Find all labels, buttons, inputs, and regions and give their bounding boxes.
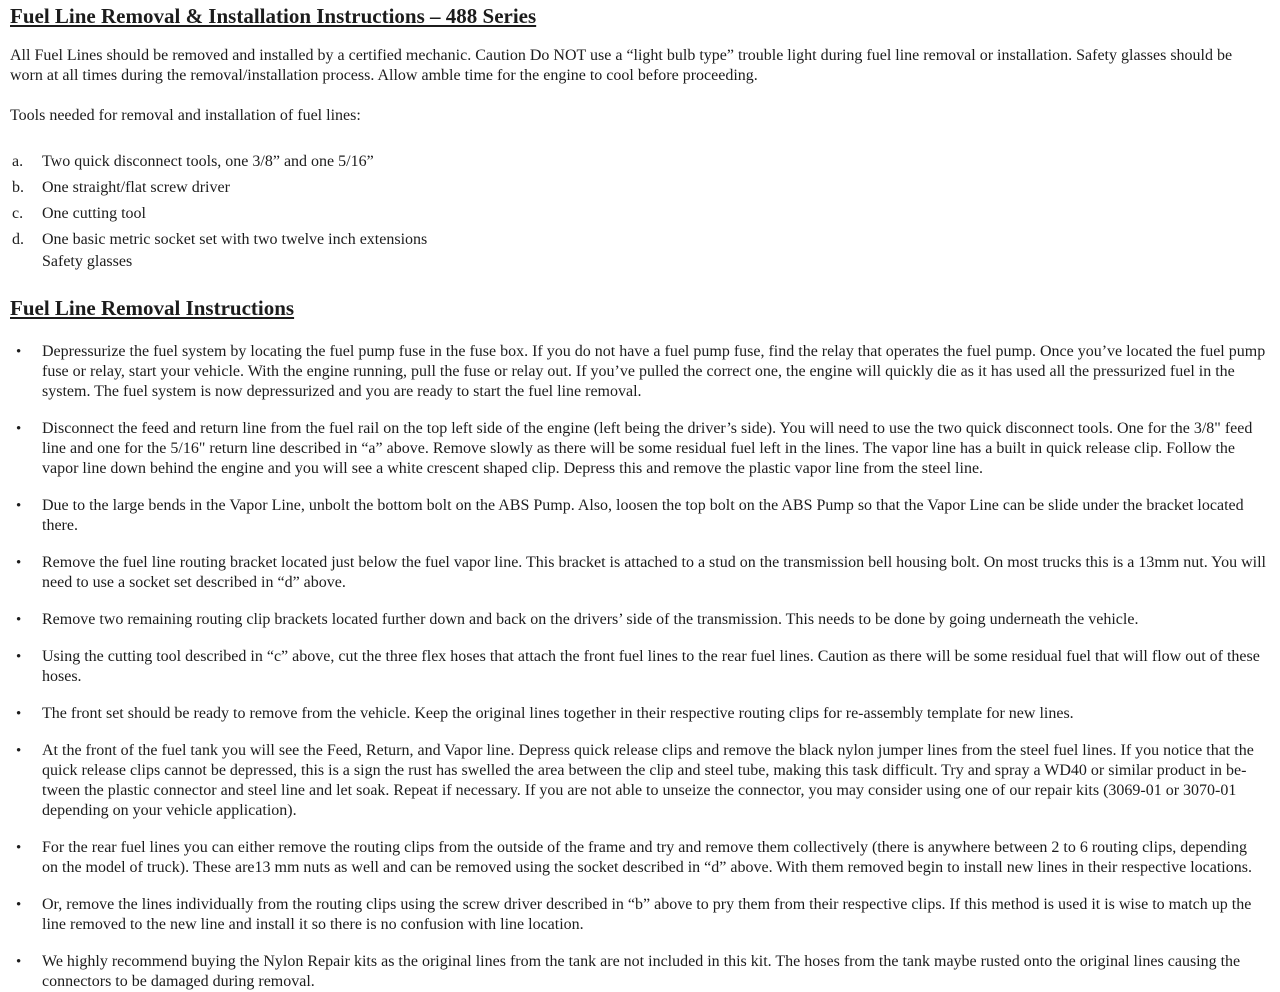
step-item (10, 647, 1266, 687)
step-item (10, 419, 1266, 479)
step-text: At the front of the fuel tank you will see the Feed, Return, and Vapor line. Depress quick release clips and remove the black nylon jumper lines from the steel fuel lines. If you notice that the quick release clips cannot be depressed, this is a sign the rust has swelled the area between the clip and steel tube, making this task difficult. Try and spray a WD40 or similar product in be-tween the plastic connector and steel line and let soak. Repeat if necessary. If you are not able to unseize the connector, you may consider using one of our repair kits (3069-01 or 3070-01 depending on your vehicle application). (42, 742, 1254, 820)
bullet-icon: • (16, 421, 22, 438)
section-heading: Fuel Line Removal Instructions (10, 296, 295, 321)
step-text: For the rear fuel lines you can either remove the routing clips from the outside of the frame and try and remove them collectively (there is anywhere between 2 to 6 routing clips, depending on the model of truck). These are13 mm nuts as well and can be removed using the socket described in “d” above. With them removed begin to install new lines in their respective locations. (42, 839, 1252, 877)
tool-item-c (10, 204, 1266, 224)
step-item (10, 553, 1266, 593)
step-text: The front set should be ready to remove from the vehicle. Keep the original lines together in their respective routing clips for re-assembly template for new lines. (42, 705, 1074, 723)
tools-list (10, 152, 1266, 272)
step-text: Using the cutting tool described in “c” above, cut the three flex hoses that attach the front fuel lines to the rear fuel lines. Caution as there will be some residual fuel that will flow out of these hoses. (42, 648, 1260, 686)
step-item (10, 741, 1266, 821)
tools-heading: Tools needed for removal and installation of fuel lines: (10, 107, 361, 125)
step-item (10, 838, 1266, 878)
tool-text: One basic metric socket set with two twelve inch extensions (42, 231, 428, 249)
intro-paragraph: All Fuel Lines should be removed and installed by a certified mechanic. Caution Do NOT use a “light bulb type” trouble light during fuel line removal or installation. Safety glasses should be worn at all times during the removal/installation process. Allow amble time for the engine to cool before proceeding. (10, 47, 1233, 85)
tool-item-a (10, 152, 1266, 172)
bullet-icon: • (16, 344, 22, 361)
page-title: Fuel Line Removal & Installation Instructions – 488 Series (10, 4, 537, 28)
removal-steps-list (10, 342, 1266, 992)
step-text: Depressurize the fuel system by locating the fuel pump fuse in the fuse box. If you do not have a fuel pump fuse, find the relay that operates the fuel pump. Once you’ve located the fuel pump fuse or relay, start your vehicle. With the engine running, pull the fuse or relay out. If you’ve pulled the correct one, the engine will quickly die as it has used all the pressurized fuel in the system. The fuel system is now depressurized and you are ready to start the fuel line removal. (42, 343, 1266, 401)
step-item (10, 342, 1266, 402)
bullet-icon: • (16, 498, 22, 515)
step-item (10, 610, 1266, 630)
step-item (10, 496, 1266, 536)
tool-marker: b. (12, 179, 24, 197)
bullet-icon: • (16, 743, 22, 760)
bullet-icon: • (16, 897, 22, 914)
step-text: Remove two remaining routing clip brackets located further down and back on the drivers’ side of the transmission. This needs to be done by going underneath the vehicle. (42, 611, 1139, 629)
tool-marker: a. (12, 153, 24, 171)
bullet-icon: • (16, 649, 22, 666)
tool-marker: c. (12, 205, 24, 223)
step-text: Remove the fuel line routing bracket located just below the fuel vapor line. This bracket is attached to a stud on the transmission bell housing bolt. On most trucks this is a 13mm nut. You will need to use a socket set described in “d” above. (42, 554, 1266, 592)
tool-text: One straight/flat screw driver (42, 179, 230, 197)
tools-note: Safety glasses (42, 253, 133, 271)
bullet-icon: • (16, 706, 22, 723)
tool-text: One cutting tool (42, 205, 146, 223)
step-text: Disconnect the feed and return line from the fuel rail on the top left side of the engine (left being the driver’s side). You will need to use the two quick disconnect tools. One for the 3/8" feed line and one for the 5/16" return line described in “a” above. Remove slowly as there will be some residual fuel left in the lines. The vapor line has a built in quick release clip. Follow the vapor line down behind the engine and you will see a white crescent shaped clip. Depress this and remove the plastic vapor line from the steel line. (42, 420, 1253, 478)
step-item (10, 952, 1266, 992)
bullet-icon: • (16, 555, 22, 572)
bullet-icon: • (16, 840, 22, 857)
tool-text: Two quick disconnect tools, one 3/8” and one 5/16” (42, 153, 374, 171)
step-item (10, 704, 1266, 724)
step-text: Due to the large bends in the Vapor Line, unbolt the bottom bolt on the ABS Pump. Also, loosen the top bolt on the ABS Pump so that the Vapor Line can be slide under the bracket located there. (42, 497, 1244, 535)
tool-item-b (10, 178, 1266, 198)
bullet-icon: • (16, 612, 22, 629)
tool-item-d (10, 230, 1266, 250)
bullet-icon: • (16, 954, 22, 971)
tool-marker: d. (12, 231, 24, 249)
step-text: We highly recommend buying the Nylon Repair kits as the original lines from the tank are not included in this kit. The hoses from the tank maybe rusted onto the original lines causing the connectors to be damaged during removal. (42, 953, 1241, 991)
step-text: Or, remove the lines individually from the routing clips using the screw driver described in “b” above to pry them from their respective clips. If this method is used it is wise to match up the line removed to the new line and install it so there is no confusion with line location. (42, 896, 1252, 934)
step-item (10, 895, 1266, 935)
